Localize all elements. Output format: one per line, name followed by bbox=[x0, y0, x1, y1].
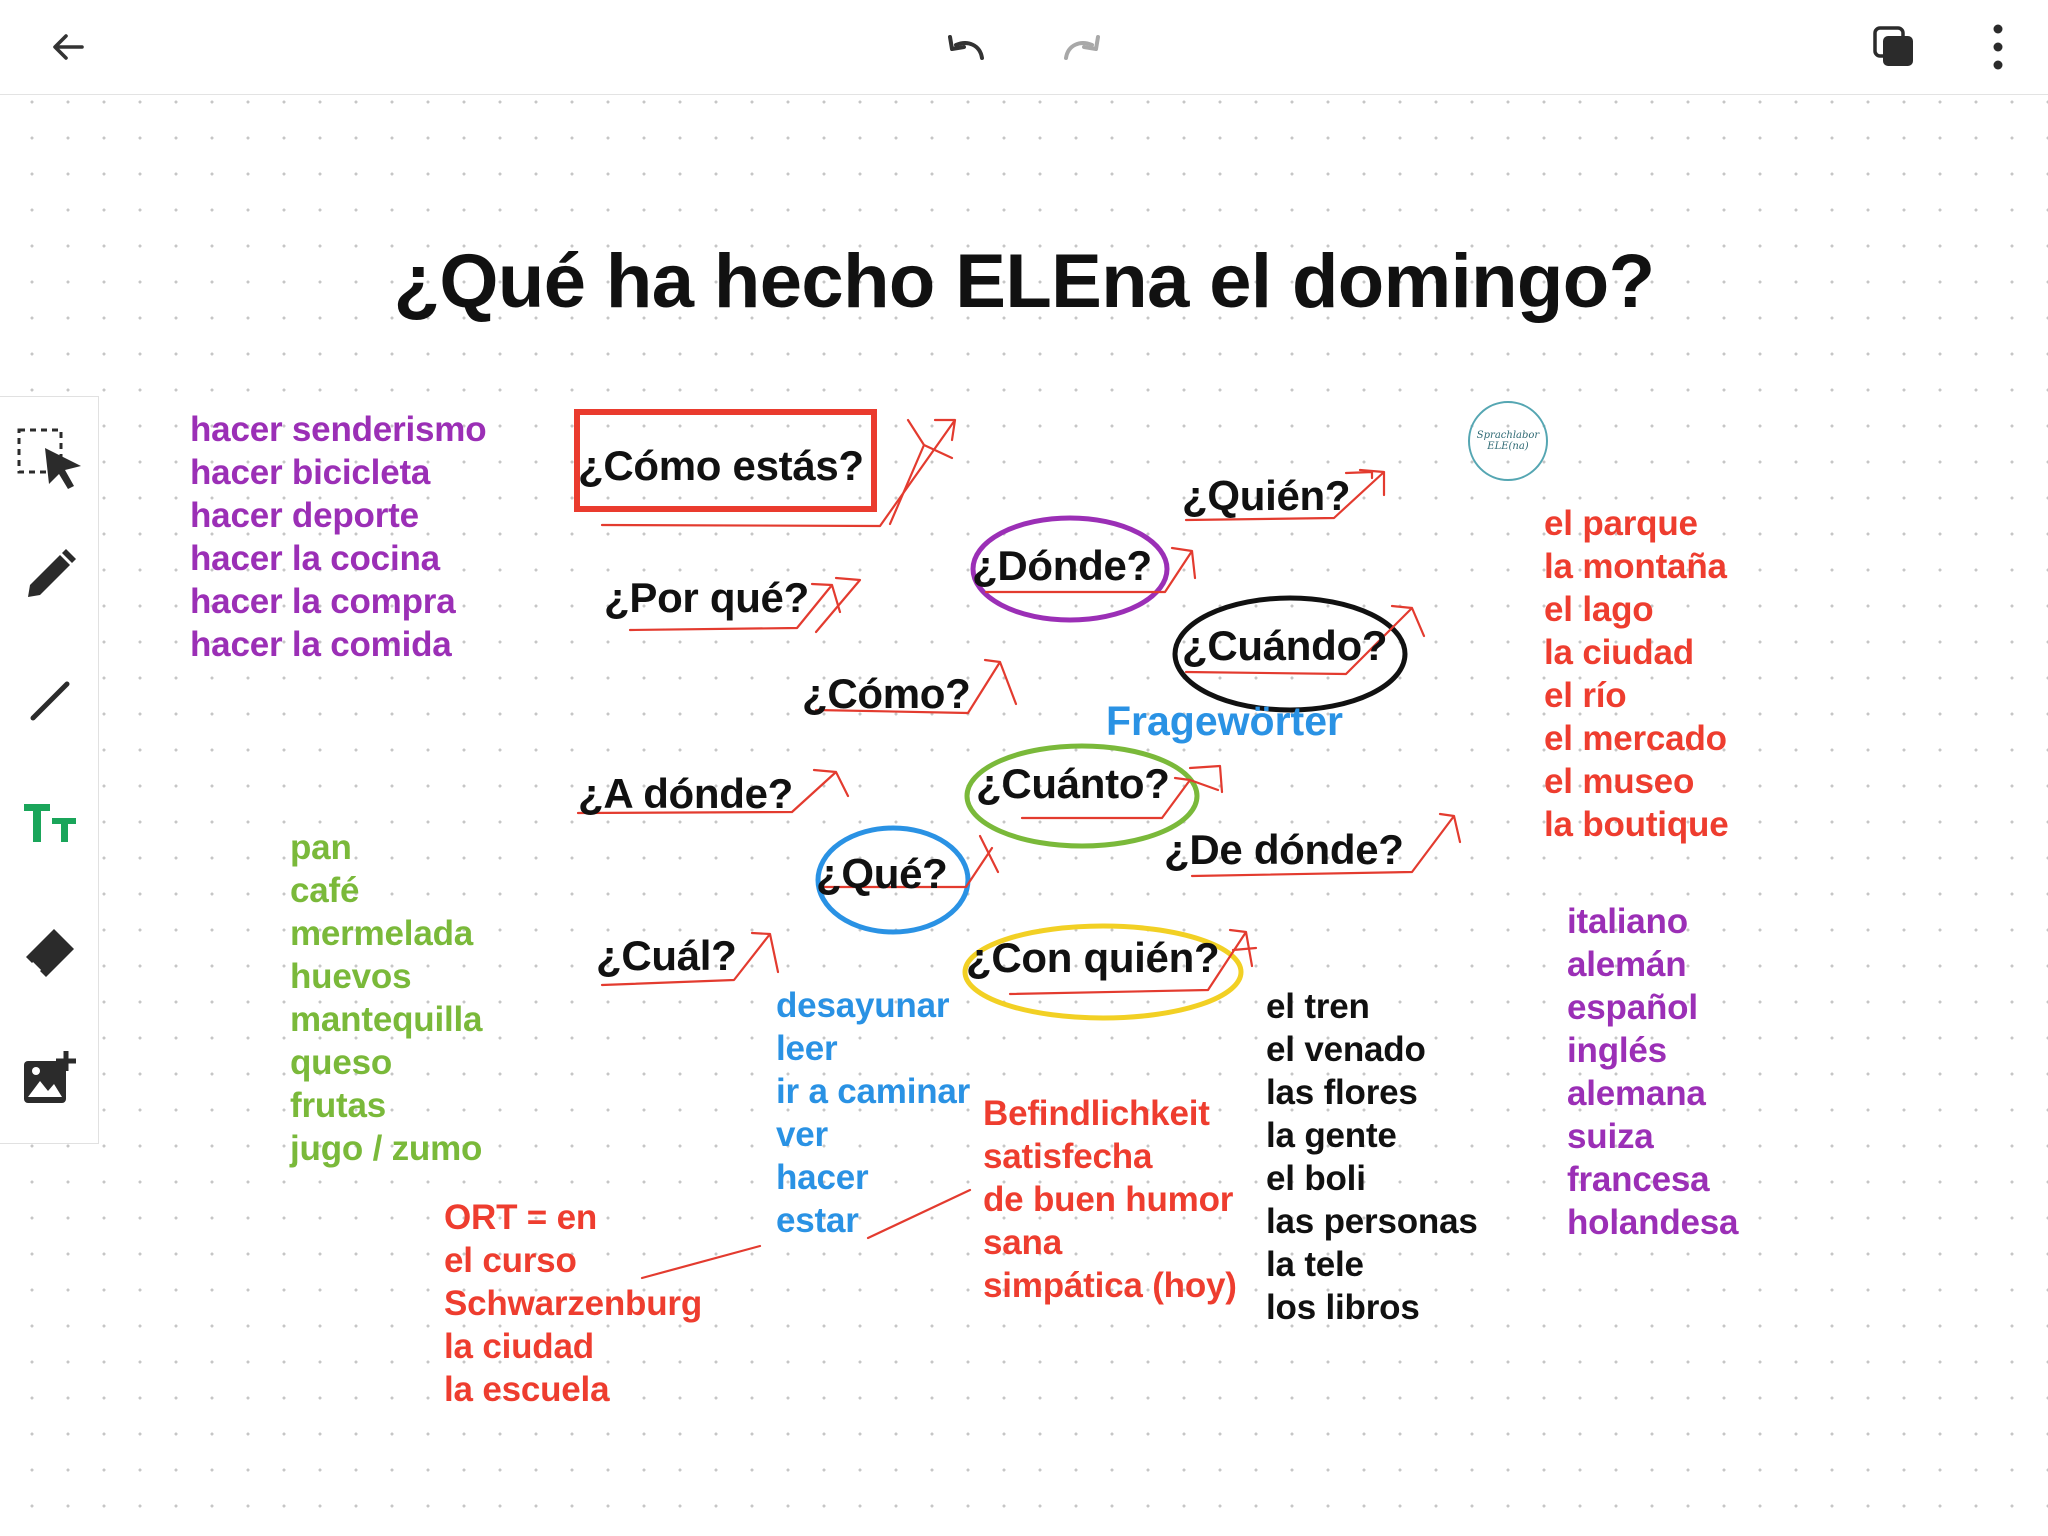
list-item: la gente bbox=[1266, 1116, 1397, 1155]
list-item: la ciudad bbox=[444, 1327, 594, 1366]
list-item: hacer bbox=[776, 1158, 869, 1197]
question-quien: ¿Quién? bbox=[1182, 472, 1351, 519]
list-item: mermelada bbox=[290, 914, 474, 953]
list-item: las personas bbox=[1266, 1202, 1478, 1241]
redo-icon bbox=[1058, 27, 1106, 67]
list-item: huevos bbox=[290, 957, 412, 996]
verbs-list bbox=[776, 984, 970, 1242]
list-item: alemana bbox=[1567, 1074, 1706, 1113]
ort-list bbox=[444, 1196, 702, 1411]
undo-icon bbox=[942, 27, 990, 67]
tool-palette bbox=[0, 396, 99, 1144]
list-item: hacer la cocina bbox=[190, 539, 440, 578]
more-vertical-icon bbox=[1988, 23, 2008, 71]
list-item: las flores bbox=[1266, 1073, 1418, 1112]
question-con-quien: ¿Con quién? bbox=[966, 934, 1220, 981]
list-item: la tele bbox=[1266, 1245, 1364, 1284]
list-item: hacer la compra bbox=[190, 582, 456, 621]
list-item: el lago bbox=[1544, 590, 1654, 629]
list-item: ver bbox=[776, 1115, 828, 1154]
list-item: Befindlichkeit bbox=[983, 1094, 1210, 1133]
list-item: el boli bbox=[1266, 1159, 1366, 1198]
question-de-donde: ¿De dónde? bbox=[1164, 826, 1404, 873]
eraser-icon bbox=[20, 923, 80, 983]
list-item: español bbox=[1567, 988, 1698, 1027]
list-item: sana bbox=[983, 1223, 1062, 1262]
list-item: café bbox=[290, 871, 360, 910]
list-item: francesa bbox=[1567, 1160, 1710, 1199]
activities-list bbox=[190, 408, 486, 666]
list-item: la montaña bbox=[1544, 547, 1727, 586]
list-item: holandesa bbox=[1567, 1203, 1739, 1242]
list-item: pan bbox=[290, 828, 352, 867]
pages-button[interactable] bbox=[1864, 17, 1924, 77]
line-tool[interactable] bbox=[14, 665, 86, 737]
list-item: el museo bbox=[1544, 762, 1695, 801]
question-como: ¿Cómo? bbox=[802, 670, 971, 717]
question-por-que: ¿Por qué? bbox=[604, 574, 809, 621]
list-item: el curso bbox=[444, 1241, 577, 1280]
page-title: ¿Qué ha hecho ELEna el domingo? bbox=[393, 239, 1655, 324]
text-tool-icon bbox=[20, 798, 80, 848]
list-item: inglés bbox=[1567, 1031, 1667, 1070]
list-item: ir a caminar bbox=[776, 1072, 971, 1111]
list-item: la escuela bbox=[444, 1370, 610, 1409]
list-item: desayunar bbox=[776, 986, 950, 1025]
back-button[interactable] bbox=[38, 17, 98, 77]
more-button[interactable] bbox=[1968, 17, 2028, 77]
nouns-list bbox=[1266, 985, 1478, 1329]
question-cuando: ¿Cuándo? bbox=[1182, 622, 1388, 669]
add-image-icon bbox=[20, 1049, 80, 1109]
list-item: alemán bbox=[1567, 945, 1687, 984]
list-item: queso bbox=[290, 1043, 393, 1082]
eraser-tool[interactable] bbox=[14, 917, 86, 989]
list-item: italiano bbox=[1567, 902, 1688, 941]
list-item: frutas bbox=[290, 1086, 387, 1125]
list-item: el río bbox=[1544, 676, 1627, 715]
question-cuanto: ¿Cuánto? bbox=[976, 760, 1170, 807]
list-item: el parque bbox=[1544, 504, 1698, 543]
list-item: satisfecha bbox=[983, 1137, 1153, 1176]
list-item: hacer la comida bbox=[190, 625, 452, 664]
places-list bbox=[1544, 502, 1728, 846]
question-que: ¿Qué? bbox=[816, 850, 948, 897]
list-item: suiza bbox=[1567, 1117, 1654, 1156]
list-item: estar bbox=[776, 1201, 859, 1240]
undo-button[interactable] bbox=[936, 17, 996, 77]
list-item: simpática (hoy) bbox=[983, 1266, 1237, 1305]
list-item: jugo / zumo bbox=[290, 1129, 483, 1168]
sprachlabor-seal: Sprachlabor ELE(na) bbox=[1468, 401, 1548, 481]
question-donde: ¿Dónde? bbox=[972, 542, 1152, 589]
list-item: hacer deporte bbox=[190, 496, 419, 535]
nationalities-list bbox=[1567, 900, 1738, 1244]
list-item: el mercado bbox=[1544, 719, 1727, 758]
select-tool[interactable] bbox=[14, 423, 86, 495]
list-item: mantequilla bbox=[290, 1000, 483, 1039]
question-como-estas: ¿Cómo estás? bbox=[578, 442, 864, 489]
list-item: los libros bbox=[1266, 1288, 1420, 1327]
list-item: ORT = en bbox=[444, 1198, 598, 1237]
top-bar bbox=[0, 0, 2048, 95]
redo-button[interactable] bbox=[1052, 17, 1112, 77]
question-a-donde: ¿A dónde? bbox=[578, 770, 794, 817]
list-item: el tren bbox=[1266, 987, 1370, 1026]
list-item: leer bbox=[776, 1029, 838, 1068]
text-tool[interactable] bbox=[14, 787, 86, 859]
line-icon bbox=[25, 676, 75, 726]
pen-tool[interactable] bbox=[14, 539, 86, 611]
list-item: la boutique bbox=[1544, 805, 1729, 844]
list-item: el venado bbox=[1266, 1030, 1426, 1069]
question-cual: ¿Cuál? bbox=[596, 932, 737, 979]
pen-icon bbox=[20, 545, 80, 605]
copy-pages-icon bbox=[1870, 23, 1918, 71]
list-item: de buen humor bbox=[983, 1180, 1234, 1219]
fragewoerter-label: Fragewörter bbox=[1106, 698, 1343, 744]
feelings-list bbox=[983, 1092, 1237, 1307]
food-list bbox=[290, 826, 482, 1170]
add-image-tool[interactable] bbox=[14, 1043, 86, 1115]
list-item: la ciudad bbox=[1544, 633, 1694, 672]
arrow-left-icon bbox=[48, 27, 88, 67]
list-item: hacer senderismo bbox=[190, 410, 487, 449]
select-lasso-icon bbox=[15, 426, 85, 492]
list-item: Schwarzenburg bbox=[444, 1284, 703, 1323]
list-item: hacer bicicleta bbox=[190, 453, 431, 492]
